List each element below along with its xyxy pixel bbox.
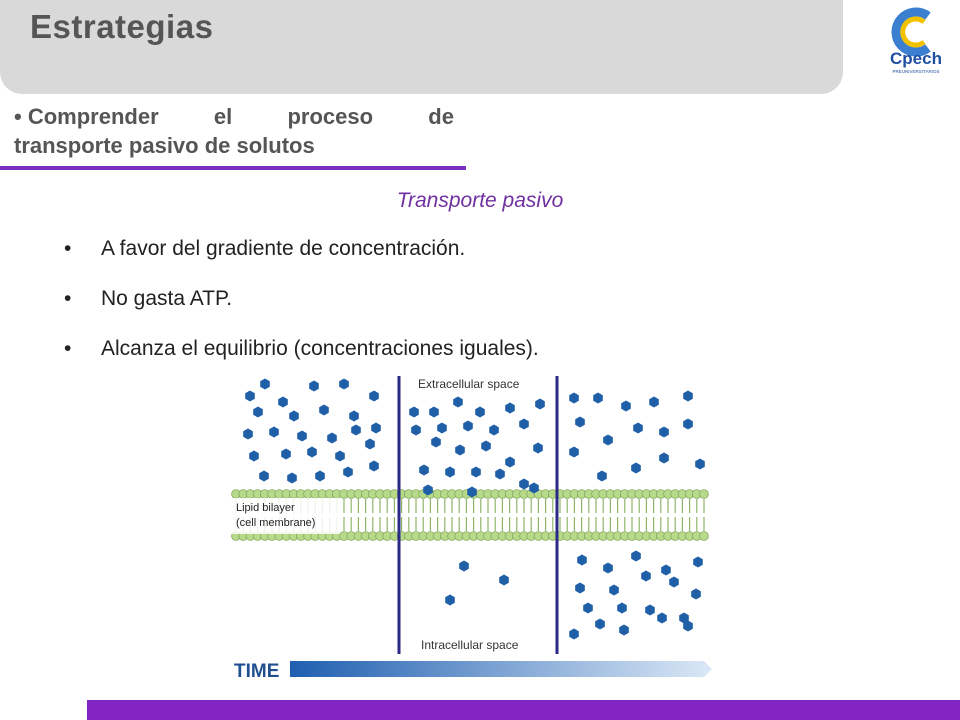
solute-molecule bbox=[495, 469, 505, 480]
bullet-item bbox=[64, 286, 539, 336]
solute-molecule bbox=[253, 407, 263, 418]
objective-word: Comprender bbox=[27, 104, 159, 129]
solute-molecule bbox=[695, 459, 705, 470]
solute-molecule bbox=[437, 423, 447, 434]
solute-molecule bbox=[621, 401, 631, 412]
solute-molecule bbox=[327, 433, 337, 444]
logo-text: Cpech bbox=[890, 49, 942, 68]
objective-text bbox=[14, 102, 454, 160]
solute-molecule bbox=[369, 391, 379, 402]
solute-molecule bbox=[429, 407, 439, 418]
footer-bar bbox=[87, 700, 960, 720]
solute-molecule bbox=[335, 451, 345, 462]
solute-molecule bbox=[489, 425, 499, 436]
solute-molecule bbox=[297, 431, 307, 442]
solute-molecule bbox=[593, 393, 603, 404]
solute-molecule bbox=[657, 613, 667, 624]
solute-molecule bbox=[475, 407, 485, 418]
solute-molecule bbox=[661, 565, 671, 576]
solute-molecule bbox=[641, 571, 651, 582]
passive-transport-diagram bbox=[228, 372, 718, 684]
page-title: Estrategias bbox=[30, 8, 214, 45]
solute-molecule bbox=[609, 585, 619, 596]
solute-molecule bbox=[365, 439, 375, 450]
extracellular-label: Extracellular space bbox=[418, 377, 520, 391]
solute-molecule bbox=[575, 417, 585, 428]
objective-line-2: transporte pasivo de solutos bbox=[14, 133, 315, 158]
solute-molecule bbox=[519, 419, 529, 430]
solute-molecule bbox=[631, 551, 641, 562]
solute-molecule bbox=[315, 471, 325, 482]
solute-molecule bbox=[481, 441, 491, 452]
solute-molecule bbox=[683, 391, 693, 402]
solute-molecule bbox=[631, 463, 641, 474]
objective-line-1 bbox=[14, 102, 454, 131]
solute-molecule bbox=[645, 605, 655, 616]
lipid-head bbox=[700, 490, 709, 499]
bullet-text: A favor del gradiente de concentración. bbox=[101, 237, 466, 260]
solute-molecule bbox=[603, 435, 613, 446]
solute-molecule bbox=[455, 445, 465, 456]
solute-molecule bbox=[595, 619, 605, 630]
solute-molecule bbox=[669, 577, 679, 588]
solute-molecule bbox=[683, 419, 693, 430]
solute-molecule bbox=[287, 473, 297, 484]
solute-molecule bbox=[471, 467, 481, 478]
solute-molecule bbox=[619, 625, 629, 636]
solute-molecule bbox=[597, 471, 607, 482]
solute-molecule bbox=[419, 465, 429, 476]
membrane-label: (cell membrane) bbox=[236, 517, 316, 529]
solute-molecule bbox=[409, 407, 419, 418]
time-arrow bbox=[290, 661, 712, 677]
logo-subtext: PREUNIVERSITARIOS bbox=[892, 69, 940, 74]
bullet-text: Alcanza el equilibrio (concentraciones iguales). bbox=[101, 337, 539, 360]
cpech-logo bbox=[876, 4, 956, 76]
solute-molecule bbox=[535, 399, 545, 410]
time-label: TIME bbox=[234, 661, 280, 682]
solute-molecule bbox=[245, 391, 255, 402]
bullet-list bbox=[64, 236, 539, 386]
solute-molecule bbox=[369, 461, 379, 472]
solute-molecule bbox=[659, 427, 669, 438]
solute-molecule bbox=[243, 429, 253, 440]
solute-molecule bbox=[519, 479, 529, 490]
solute-molecule bbox=[319, 405, 329, 416]
solute-molecule bbox=[269, 427, 279, 438]
solute-molecule bbox=[693, 557, 703, 568]
solute-molecule bbox=[633, 423, 643, 434]
solute-molecule bbox=[617, 603, 627, 614]
solute-molecule bbox=[307, 447, 317, 458]
solute-molecule bbox=[431, 437, 441, 448]
membrane-label: Lipid bilayer bbox=[236, 502, 295, 514]
solute-molecule bbox=[499, 575, 509, 586]
lipid-head bbox=[700, 532, 709, 541]
bullet-dot: • bbox=[64, 287, 72, 310]
bullet-dot: • bbox=[64, 237, 72, 260]
objective-underline bbox=[0, 166, 466, 170]
solute-molecule bbox=[463, 421, 473, 432]
solute-molecule bbox=[349, 411, 359, 422]
solute-molecule bbox=[569, 447, 579, 458]
objective-bullet: • bbox=[14, 104, 22, 129]
objective-word: el bbox=[213, 104, 233, 129]
solute-molecule bbox=[603, 563, 613, 574]
solute-molecule bbox=[569, 629, 579, 640]
bullet-text: No gasta ATP. bbox=[101, 287, 233, 310]
solute-molecule bbox=[649, 397, 659, 408]
solute-molecule bbox=[453, 397, 463, 408]
solute-molecule bbox=[691, 589, 701, 600]
solute-molecule bbox=[259, 471, 269, 482]
solute-molecule bbox=[281, 449, 291, 460]
solute-molecule bbox=[659, 453, 669, 464]
solute-molecule bbox=[583, 603, 593, 614]
solute-molecule bbox=[569, 393, 579, 404]
solute-molecule bbox=[505, 457, 515, 468]
solute-molecule bbox=[533, 443, 543, 454]
solute-molecule bbox=[343, 467, 353, 478]
solute-molecule bbox=[289, 411, 299, 422]
solute-molecule bbox=[505, 403, 515, 414]
solute-molecule bbox=[445, 595, 455, 606]
solute-molecule bbox=[309, 381, 319, 392]
objective-word: proceso bbox=[287, 104, 374, 129]
solute-molecule bbox=[260, 379, 270, 390]
section-title: Transporte pasivo bbox=[396, 189, 564, 212]
solute-molecule bbox=[575, 583, 585, 594]
bullet-item bbox=[64, 236, 539, 286]
solute-molecule bbox=[459, 561, 469, 572]
solute-molecule bbox=[351, 425, 361, 436]
bullet-dot: • bbox=[64, 337, 72, 360]
solute-molecule bbox=[411, 425, 421, 436]
solute-molecule bbox=[371, 423, 381, 434]
solute-molecule bbox=[249, 451, 259, 462]
solute-molecule bbox=[577, 555, 587, 566]
intracellular-label: Intracellular space bbox=[421, 638, 519, 652]
objective-word: de bbox=[428, 104, 454, 129]
solute-molecule bbox=[339, 379, 349, 390]
solute-molecule bbox=[278, 397, 288, 408]
solute-molecule bbox=[445, 467, 455, 478]
